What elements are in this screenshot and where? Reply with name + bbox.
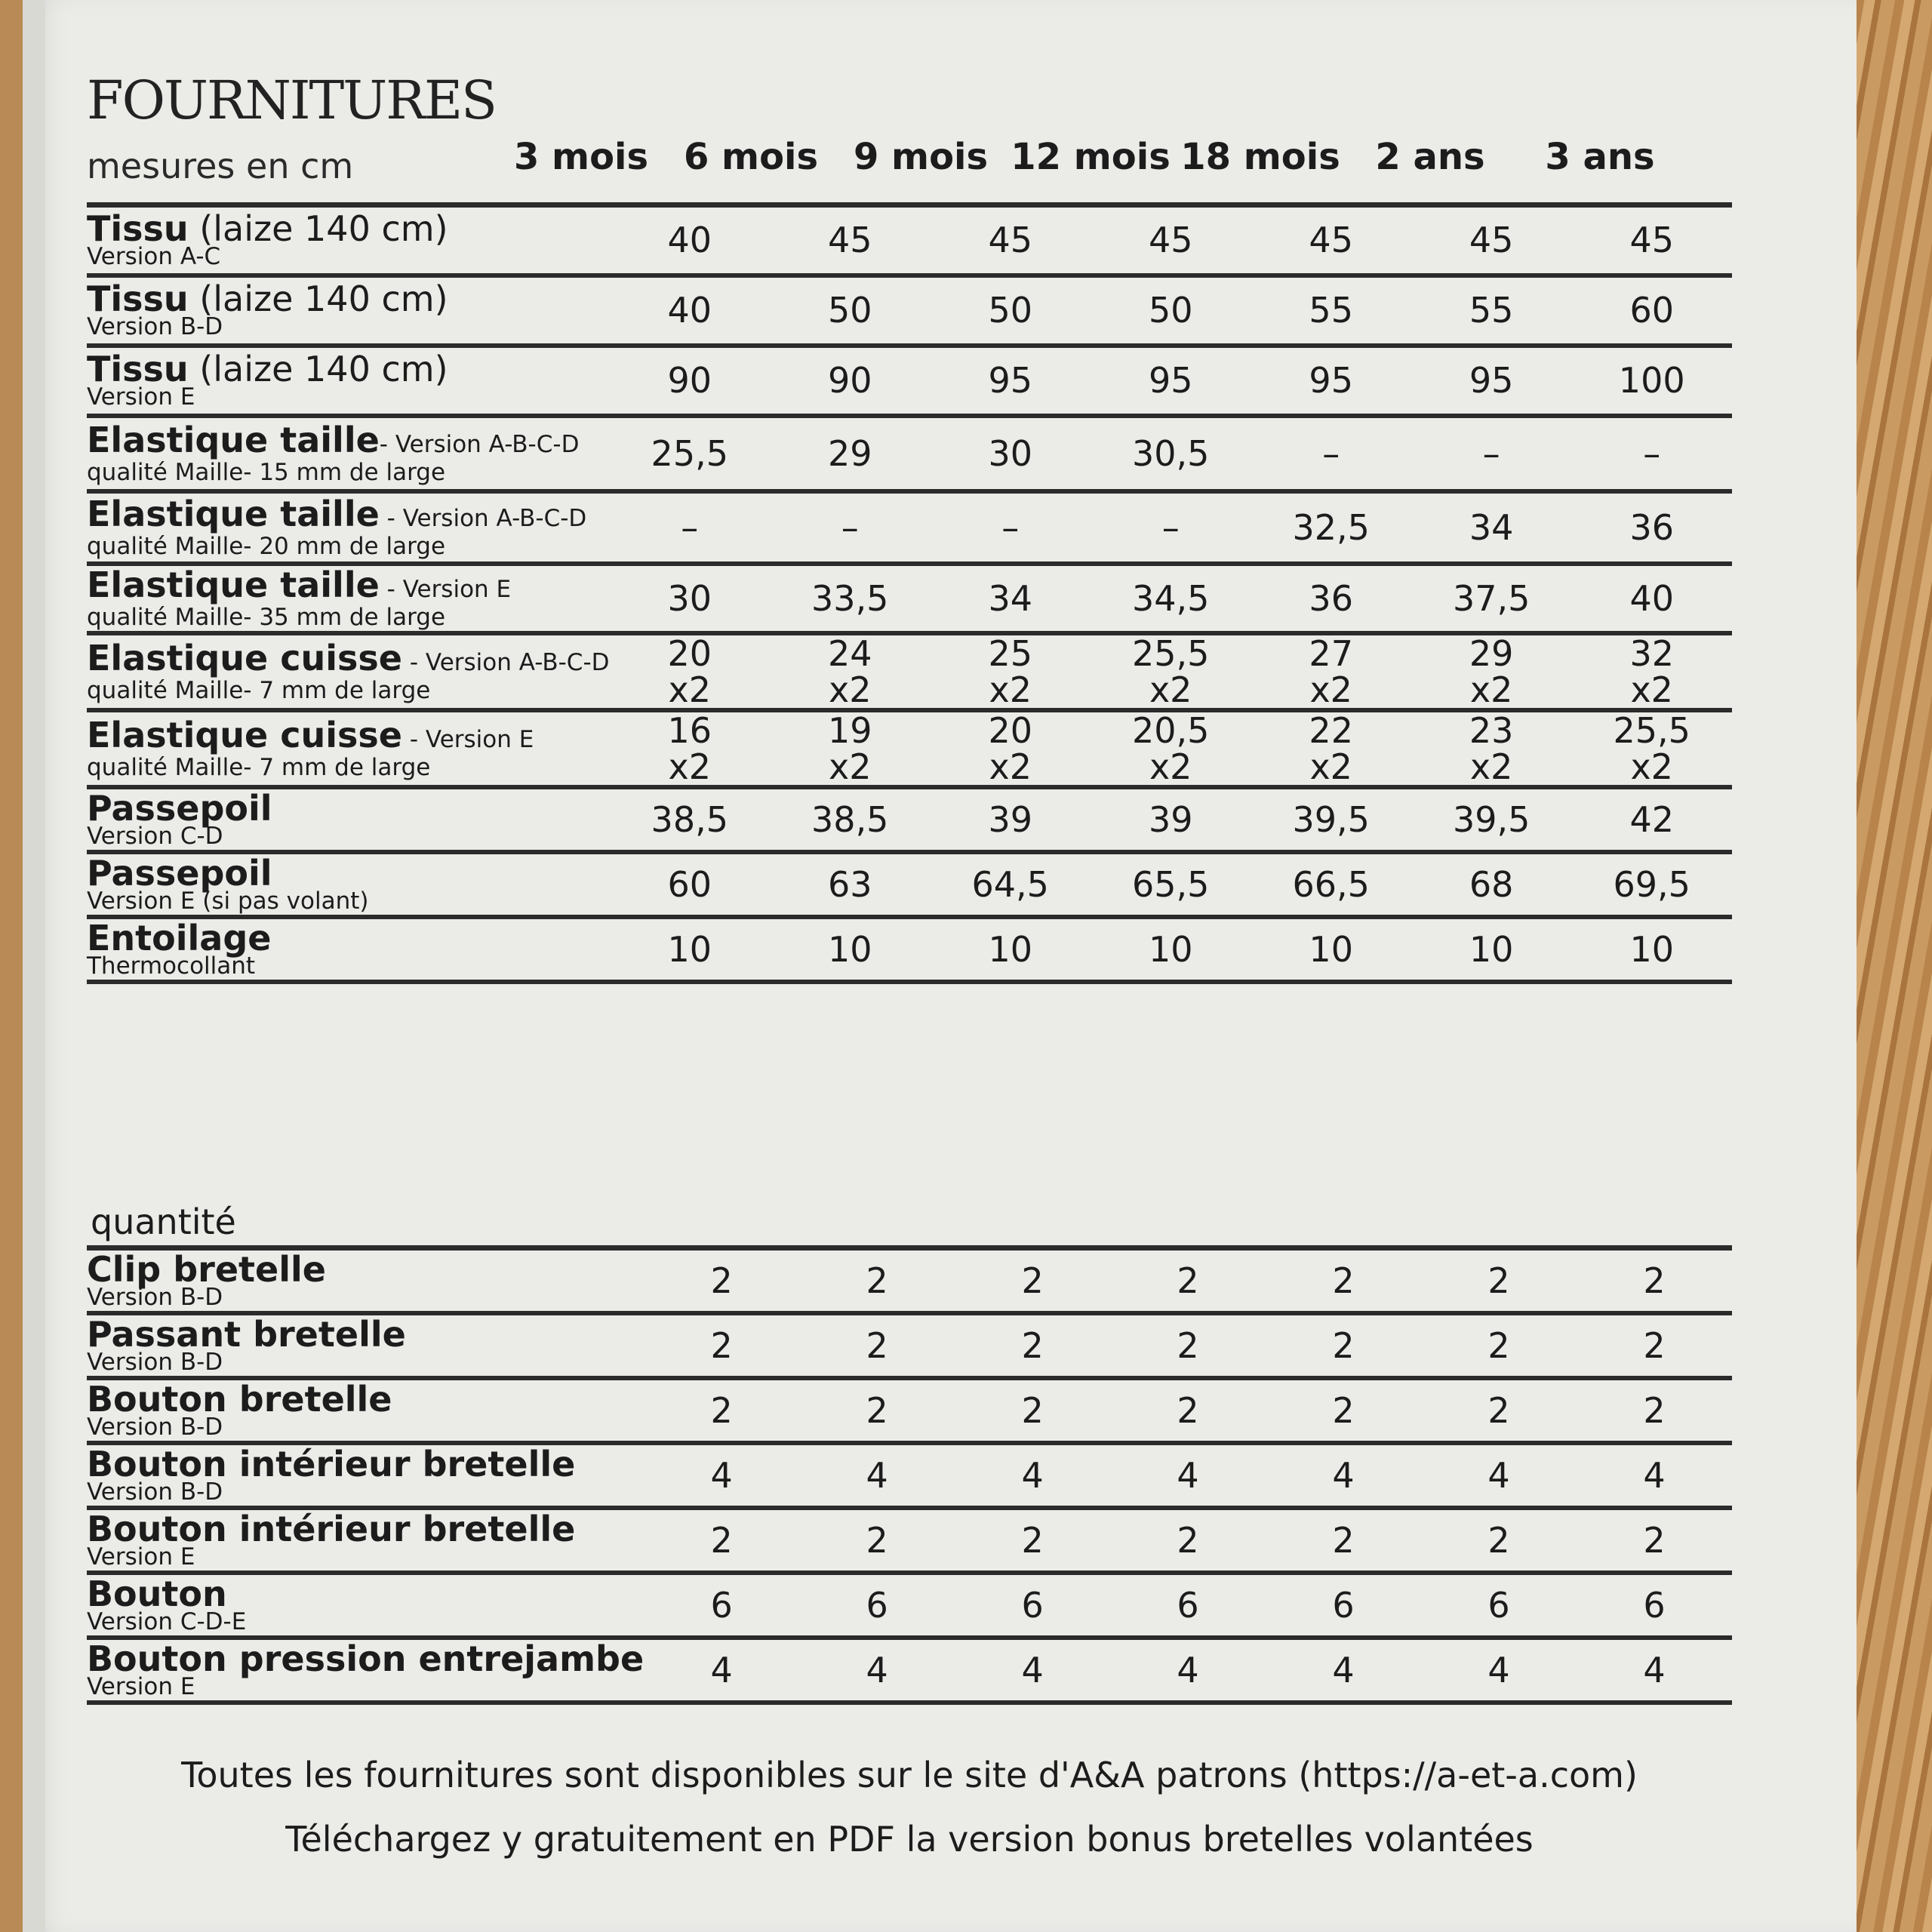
item-name xyxy=(87,1248,644,1290)
value-cell: 19 x2 xyxy=(770,710,930,787)
table-row xyxy=(87,275,1732,346)
value-cell: 6 xyxy=(1577,1573,1732,1638)
item-name-text: Tissu xyxy=(87,278,189,319)
value-cell: 63 xyxy=(770,852,930,917)
value-cell: 2 xyxy=(1421,1508,1577,1573)
item-subtitle: qualité Maille- 20 mm de large xyxy=(87,532,446,560)
value-cell: 6 xyxy=(1266,1573,1421,1638)
row-label xyxy=(87,633,610,710)
value-cell: 2 xyxy=(644,1313,799,1378)
item-name xyxy=(87,637,610,679)
value-cell: 20,5 x2 xyxy=(1091,710,1251,787)
value-cell: 36 xyxy=(1571,491,1732,564)
value-cell: 25,5 x2 xyxy=(1571,710,1732,787)
value-cell: 2 xyxy=(1110,1508,1266,1573)
value-cell: 2 xyxy=(955,1508,1110,1573)
item-name-text: Elastique taille xyxy=(87,419,380,460)
item-name-text: Entoilage xyxy=(87,917,272,958)
value-cell: 2 xyxy=(1577,1378,1732,1443)
value-cell: 2 xyxy=(955,1378,1110,1443)
item-name xyxy=(87,1378,644,1420)
footnote-download: Téléchargez y gratuitement en PDF la version bonus bretelles volantées xyxy=(285,1819,1534,1860)
item-name-text: Elastique taille xyxy=(87,493,380,534)
table-row xyxy=(87,1508,1732,1573)
value-cell: – xyxy=(610,491,770,564)
value-cell: 30,5 xyxy=(1091,416,1251,491)
item-name xyxy=(87,787,610,829)
table-row xyxy=(87,1443,1732,1508)
item-subtitle: qualité Maille- 7 mm de large xyxy=(87,676,431,704)
value-cell: 2 xyxy=(1266,1508,1421,1573)
value-cell: 45 xyxy=(1091,205,1251,275)
item-name xyxy=(87,1573,644,1614)
value-cell: 50 xyxy=(930,275,1090,346)
item-version-note: - Version E xyxy=(379,575,512,603)
value-cell: 42 xyxy=(1571,787,1732,852)
value-cell: 39,5 xyxy=(1251,787,1411,852)
value-cell: 6 xyxy=(1110,1573,1266,1638)
value-cell: 34 xyxy=(930,564,1090,633)
value-cell: 39 xyxy=(1091,787,1251,852)
item-width-note: (laize 140 cm) xyxy=(188,208,448,250)
size-header: 9 mois xyxy=(853,136,989,178)
size-header: 2 ans xyxy=(1375,136,1485,178)
value-cell: 29 xyxy=(770,416,930,491)
quantities-table xyxy=(87,1245,1732,1705)
value-cell: 2 xyxy=(799,1508,955,1573)
value-cell: 23 x2 xyxy=(1411,710,1571,787)
size-header: 12 mois xyxy=(1011,136,1171,178)
value-cell: 2 xyxy=(799,1378,955,1443)
value-cell: 16 x2 xyxy=(610,710,770,787)
value-cell: 95 xyxy=(1091,346,1251,416)
value-cell: 34 xyxy=(1411,491,1571,564)
value-cell: 90 xyxy=(610,346,770,416)
value-cell: 45 xyxy=(1251,205,1411,275)
value-cell: 38,5 xyxy=(610,787,770,852)
value-cell: 33,5 xyxy=(770,564,930,633)
value-cell: 10 xyxy=(1571,917,1732,982)
page-edge xyxy=(23,0,45,1932)
item-name xyxy=(87,278,610,319)
value-cell: 20 x2 xyxy=(930,710,1090,787)
value-cell: 2 xyxy=(1266,1313,1421,1378)
row-label xyxy=(87,275,610,346)
row-label xyxy=(87,1573,644,1638)
value-cell: – xyxy=(1251,416,1411,491)
page-title: FOURNITURES xyxy=(87,69,496,131)
table-row xyxy=(87,1248,1732,1313)
row-label xyxy=(87,1638,644,1703)
item-subtitle: Version C-D-E xyxy=(87,1607,247,1635)
row-label xyxy=(87,1313,644,1378)
item-name-text: Elastique taille xyxy=(87,564,380,605)
value-cell: 4 xyxy=(799,1638,955,1703)
value-cell: 55 xyxy=(1411,275,1571,346)
value-cell: 25,5 x2 xyxy=(1091,633,1251,710)
table-row xyxy=(87,416,1732,491)
value-cell: 22 x2 xyxy=(1251,710,1411,787)
item-version-note: - Version A-B-C-D xyxy=(402,648,610,676)
table-row xyxy=(87,564,1732,633)
value-cell: 100 xyxy=(1571,346,1732,416)
item-version-note: - Version E xyxy=(402,725,534,753)
table-row xyxy=(87,346,1732,416)
value-cell: 2 xyxy=(1266,1378,1421,1443)
table-row xyxy=(87,1378,1732,1443)
value-cell: 95 xyxy=(1251,346,1411,416)
value-cell: 4 xyxy=(1577,1638,1732,1703)
value-cell: 2 xyxy=(644,1508,799,1573)
table-row xyxy=(87,1313,1732,1378)
value-cell: – xyxy=(1571,416,1732,491)
row-label xyxy=(87,491,610,564)
value-cell: 37,5 xyxy=(1411,564,1571,633)
item-subtitle: qualité Maille- 7 mm de large xyxy=(87,753,431,781)
value-cell: 65,5 xyxy=(1091,852,1251,917)
item-subtitle: Version E xyxy=(87,1672,195,1700)
table-row xyxy=(87,1573,1732,1638)
value-cell: 6 xyxy=(955,1573,1110,1638)
value-cell: 66,5 xyxy=(1251,852,1411,917)
item-subtitle: Version C-D xyxy=(87,822,223,850)
item-name xyxy=(87,419,610,461)
item-name xyxy=(87,1508,644,1549)
item-name xyxy=(87,493,610,535)
item-subtitle: Version B-D xyxy=(87,1413,223,1441)
value-cell: 29 x2 xyxy=(1411,633,1571,710)
item-name-text: Bouton intérieur bretelle xyxy=(87,1443,576,1484)
value-cell: 27 x2 xyxy=(1251,633,1411,710)
table-row xyxy=(87,491,1732,564)
value-cell: – xyxy=(1411,416,1571,491)
value-cell: 40 xyxy=(610,275,770,346)
value-cell: 4 xyxy=(799,1443,955,1508)
value-cell: 32 x2 xyxy=(1571,633,1732,710)
value-cell: 55 xyxy=(1251,275,1411,346)
item-version-note: - Version A-B-C-D xyxy=(379,430,580,458)
value-cell: 45 xyxy=(1571,205,1732,275)
value-cell: 30 xyxy=(930,416,1090,491)
row-label xyxy=(87,787,610,852)
value-cell: 20 x2 xyxy=(610,633,770,710)
table-row xyxy=(87,710,1732,787)
quantity-label: quantité xyxy=(91,1201,236,1242)
value-cell: 69,5 xyxy=(1571,852,1732,917)
value-cell: 2 xyxy=(1577,1313,1732,1378)
value-cell: 10 xyxy=(1091,917,1251,982)
item-subtitle: Version E xyxy=(87,1543,195,1571)
item-name-text: Bouton xyxy=(87,1573,227,1614)
value-cell: 50 xyxy=(1091,275,1251,346)
value-cell: 2 xyxy=(1110,1248,1266,1313)
value-cell: 2 xyxy=(1577,1248,1732,1313)
item-name-text: Clip bretelle xyxy=(87,1248,326,1290)
value-cell: 2 xyxy=(1577,1508,1732,1573)
item-subtitle: Thermocollant xyxy=(87,952,256,980)
row-label xyxy=(87,564,610,633)
row-label xyxy=(87,1443,644,1508)
row-label xyxy=(87,710,610,787)
item-name-text: Passepoil xyxy=(87,852,272,894)
value-cell: 32,5 xyxy=(1251,491,1411,564)
item-name-text: Passant bretelle xyxy=(87,1313,406,1355)
item-name xyxy=(87,1313,644,1355)
item-name xyxy=(87,208,610,250)
value-cell: 4 xyxy=(1110,1443,1266,1508)
measures-table xyxy=(87,202,1732,984)
value-cell: 2 xyxy=(955,1313,1110,1378)
value-cell: 2 xyxy=(1266,1248,1421,1313)
value-cell: 34,5 xyxy=(1091,564,1251,633)
value-cell: 10 xyxy=(930,917,1090,982)
value-cell: 50 xyxy=(770,275,930,346)
value-cell: 4 xyxy=(955,1638,1110,1703)
row-label xyxy=(87,1378,644,1443)
item-name xyxy=(87,564,610,606)
size-header: 3 ans xyxy=(1545,136,1655,178)
item-width-note: (laize 140 cm) xyxy=(188,278,448,319)
value-cell: 10 xyxy=(1411,917,1571,982)
value-cell: 4 xyxy=(644,1638,799,1703)
value-cell: – xyxy=(770,491,930,564)
item-subtitle: qualité Maille- 35 mm de large xyxy=(87,603,446,631)
value-cell: 4 xyxy=(1421,1443,1577,1508)
value-cell: 4 xyxy=(644,1443,799,1508)
item-name-text: Bouton bretelle xyxy=(87,1378,392,1420)
row-label xyxy=(87,1248,644,1313)
value-cell: 10 xyxy=(770,917,930,982)
item-name-text: Bouton pression entrejambe xyxy=(87,1638,645,1679)
item-name xyxy=(87,1443,644,1484)
table-row xyxy=(87,917,1732,982)
value-cell: 45 xyxy=(1411,205,1571,275)
value-cell: – xyxy=(930,491,1090,564)
value-cell: 64,5 xyxy=(930,852,1090,917)
size-header: 3 mois xyxy=(513,136,649,178)
item-subtitle: Version B-D xyxy=(87,1283,223,1311)
item-version-note: - Version A-B-C-D xyxy=(379,504,587,532)
item-subtitle: Version B-D xyxy=(87,1478,223,1506)
item-name xyxy=(87,1638,645,1679)
value-cell: 4 xyxy=(955,1443,1110,1508)
item-name xyxy=(87,349,610,389)
value-cell: 2 xyxy=(799,1248,955,1313)
value-cell: 95 xyxy=(1411,346,1571,416)
row-label xyxy=(87,852,610,917)
size-header: 18 mois xyxy=(1180,136,1340,178)
value-cell: 24 x2 xyxy=(770,633,930,710)
value-cell: 2 xyxy=(1110,1313,1266,1378)
value-cell: 10 xyxy=(1251,917,1411,982)
value-cell: 45 xyxy=(930,205,1090,275)
value-cell: 60 xyxy=(610,852,770,917)
value-cell: 68 xyxy=(1411,852,1571,917)
size-header: 6 mois xyxy=(683,136,819,178)
value-cell: 40 xyxy=(1571,564,1732,633)
value-cell: 2 xyxy=(644,1378,799,1443)
item-name-text: Elastique cuisse xyxy=(87,714,402,755)
item-subtitle: Version E xyxy=(87,383,195,411)
value-cell: 2 xyxy=(1421,1313,1577,1378)
value-cell: 6 xyxy=(1421,1573,1577,1638)
item-name-text: Elastique cuisse xyxy=(87,637,402,678)
value-cell: 6 xyxy=(799,1573,955,1638)
row-label xyxy=(87,346,610,416)
value-cell: 38,5 xyxy=(770,787,930,852)
value-cell: – xyxy=(1091,491,1251,564)
value-cell: 4 xyxy=(1266,1443,1421,1508)
item-name xyxy=(87,852,610,894)
table-row xyxy=(87,852,1732,917)
value-cell: 4 xyxy=(1266,1638,1421,1703)
item-subtitle: Version A-C xyxy=(87,243,221,271)
value-cell: 25 x2 xyxy=(930,633,1090,710)
row-label xyxy=(87,917,610,982)
value-cell: 36 xyxy=(1251,564,1411,633)
item-subtitle: qualité Maille- 15 mm de large xyxy=(87,458,446,486)
table-row xyxy=(87,1638,1732,1703)
item-name xyxy=(87,917,610,958)
table-row xyxy=(87,787,1732,852)
value-cell: 40 xyxy=(610,205,770,275)
value-cell: 4 xyxy=(1577,1443,1732,1508)
value-cell: 90 xyxy=(770,346,930,416)
value-cell: 39,5 xyxy=(1411,787,1571,852)
item-subtitle: Version E (si pas volant) xyxy=(87,887,369,915)
value-cell: 60 xyxy=(1571,275,1732,346)
table-row xyxy=(87,633,1732,710)
value-cell: 25,5 xyxy=(610,416,770,491)
item-name-text: Bouton intérieur bretelle xyxy=(87,1508,576,1549)
units-label: mesures en cm xyxy=(87,146,354,186)
value-cell: 6 xyxy=(644,1573,799,1638)
value-cell: 2 xyxy=(955,1248,1110,1313)
value-cell: 2 xyxy=(1421,1378,1577,1443)
table-row xyxy=(87,205,1732,275)
row-label xyxy=(87,1508,644,1573)
value-cell: 2 xyxy=(1110,1378,1266,1443)
value-cell: 4 xyxy=(1421,1638,1577,1703)
item-width-note: (laize 140 cm) xyxy=(188,349,448,389)
value-cell: 2 xyxy=(1421,1248,1577,1313)
item-name-text: Passepoil xyxy=(87,787,272,829)
value-cell: 2 xyxy=(644,1248,799,1313)
value-cell: 10 xyxy=(610,917,770,982)
footnote-availability: Toutes les fournitures sont disponibles sur le site d'A&A patrons (https://a-et-a.com) xyxy=(181,1755,1638,1795)
value-cell: 4 xyxy=(1110,1638,1266,1703)
value-cell: 30 xyxy=(610,564,770,633)
item-name-text: Tissu xyxy=(87,208,189,250)
value-cell: 39 xyxy=(930,787,1090,852)
row-label xyxy=(87,205,610,275)
item-name-text: Tissu xyxy=(87,349,189,389)
item-name xyxy=(87,714,610,756)
item-subtitle: Version B-D xyxy=(87,313,223,340)
value-cell: 2 xyxy=(799,1313,955,1378)
value-cell: 45 xyxy=(770,205,930,275)
value-cell: 95 xyxy=(930,346,1090,416)
item-subtitle: Version B-D xyxy=(87,1348,223,1376)
row-label xyxy=(87,416,610,491)
